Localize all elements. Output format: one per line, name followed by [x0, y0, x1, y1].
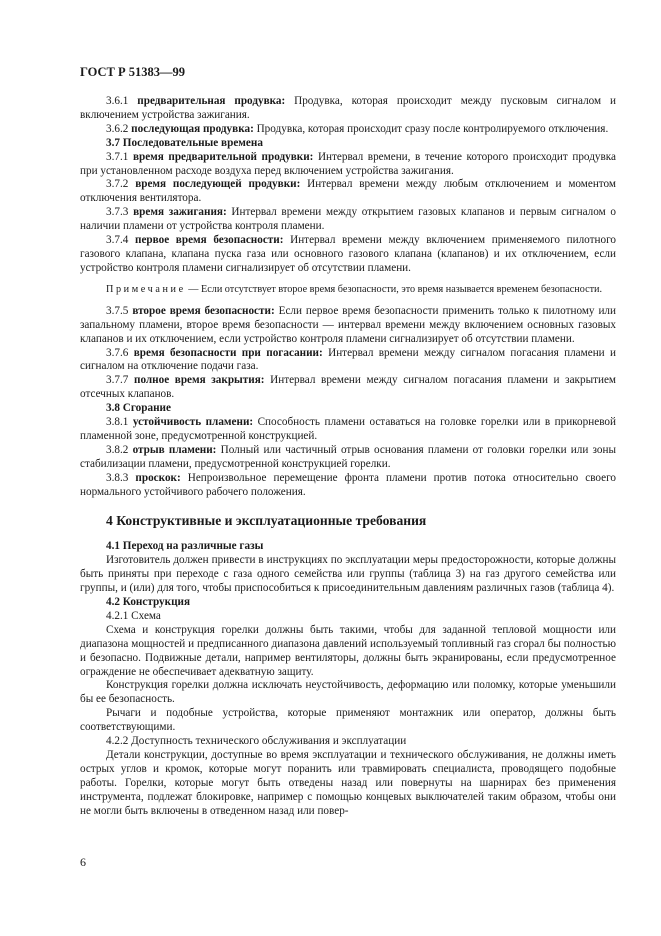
note [80, 283, 616, 296]
clause-3-7-7: 3.7.7 полное время закрытия: Интервал времени между сигналом погасания пламени и закрытием отсечных клапанов. [80, 374, 617, 401]
note-label: Примечание [106, 283, 186, 295]
subsection-heading: 4.1 Переход на различные газы [106, 540, 264, 553]
document-body [80, 95, 616, 819]
term: время последующей продувки: [135, 178, 301, 191]
clause-3-8-2: 3.8.2 отрыв пламени: Полный или частичный отрыв основания пламени от головки горелки или зоны стабилизации пламени, предусмотренной конструкцией горелки. [80, 443, 616, 470]
subsection-heading: 3.8 Сгорание [106, 402, 171, 415]
term: первое время безопасности: [135, 234, 284, 247]
subsection-heading: 3.7 Последовательные времена [106, 136, 263, 149]
page-number: 6 [80, 855, 86, 869]
term: второе время безопасности: [132, 304, 275, 317]
term: последующая продувка: [131, 122, 254, 135]
paragraph: Детали конструкции, доступные во время эксплуатации и технического обслуживания, не должны иметь острых углов и кромок, которые могут поранить или травмировать специалиста, проводящего подобные работы. Горелки, которые могут быть отведены назад или повернуты на шарнирах без применения инструмента, подлежат блокировке, например с помощью концевых выключателей таким образом, чтобы они не могли быть включены в отведенном назад или повер- [80, 748, 616, 817]
note-text: — Если отсутствует второе время безопасности, это время называется временем безопасности. [185, 283, 603, 295]
clause-3-8-3: 3.8.3 проскок: Непроизвольное перемещение фронта пламени против потока относительно своего нормального устойчивого рабочего положения. [80, 471, 616, 498]
document-code: ГОСТ Р 51383—99 [80, 65, 186, 79]
clause-heading: 4.2.2 Доступность технического обслуживания и эксплуатации [106, 735, 407, 748]
term: время предварительной продувки: [132, 150, 314, 163]
term: устойчивость пламени: [132, 416, 254, 429]
paragraph: Схема и конструкция горелки должны быть такими, чтобы для заданной тепловой мощности или диапазона мощностей и предписанного диапазона давлений используемый топливный газ сгорал бы полностью и безопасно. Подвижные детали, например вентиляторы, должны быть экранированы, если предусмотренное ограждение не обеспечивает адекватную защиту. [80, 623, 616, 678]
paragraph: Изготовитель должен привести в инструкциях по эксплуатации меры предосторожности, которые должны быть приняты при переходе с газа одного семейства или группы (таблица 3) на газ другого семейства или группы, и (или) для того, чтобы приспособиться к присоединительным давлениям различных газов (таблица 4). [80, 554, 616, 595]
term: время безопасности при погасании: [133, 346, 323, 359]
clause-heading: 4.2.1 Схема [106, 609, 161, 622]
term: предварительная продувка: [137, 95, 286, 107]
clause-3-6-1: 3.6.1 предварительная продувка: Продувка, которая происходит между пусковым сигналом и включением устройства зажигания. [80, 95, 616, 121]
term: отрыв пламени: [132, 443, 217, 456]
section-heading: 4 Конструктивные и эксплуатационные требования [106, 513, 427, 529]
clause-3-7-1: 3.7.1 время предварительной продувки: Интервал времени, в течение которого происходит продувка при установленном расходе воздуха перед включением устройства зажигания. [80, 150, 617, 177]
paragraph: Рычаги и подобные устройства, которые применяют монтажник или оператор, должны быть соответствующими. [80, 707, 616, 734]
clause-3-7-2: 3.7.2 время последующей продувки: Интервал времени между любым отключением и моментом отключения вентилятора. [80, 178, 617, 205]
clause-3-7-6: 3.7.6 время безопасности при погасании: Интервал времени между сигналом погасания пламени и сигналом на отключение подачи газа. [80, 346, 617, 373]
clause-3-7-3: 3.7.3 время зажигания: Интервал времени между открытием газовых клапанов и первым сигналом о наличии пламени от устройства контроля пламени. [80, 206, 617, 233]
paragraph: Конструкция горелки должна исключать неустойчивость, деформацию или поломку, которые уменьшили бы ее безопасность. [80, 679, 616, 706]
clause-3-7-5: 3.7.5 второе время безопасности: Если первое время безопасности применить только к пилотному или запальному пламени, второе время безопасности — интервал времени между включением основных газовых клапанов и их отключением, если устройство контроля пламени сигнализирует об отсутствии пламени. [80, 304, 617, 345]
clause-3-7-4: 3.7.4 первое время безопасности: Интервал времени между включением применяемого пилотного газового клапана, клапана пуска газа или основного газового клапана (клапанов) и их отключением, если устройство контроля пламени сигнализирует об отсутствии пламени. [80, 234, 617, 274]
term: полное время закрытия: [134, 374, 265, 387]
term: проскок: [135, 471, 181, 484]
clause-3-6-2: 3.6.2 последующая продувка: Продувка, которая происходит сразу после контролируемого отключения. [106, 122, 609, 135]
clause-3-8-1: 3.8.1 устойчивость пламени: Способность пламени оставаться на головке горелки или в прикорневой пламенной зоне, предусмотренной конструкцией. [80, 416, 616, 442]
subsection-heading: 4.2 Конструкция [106, 596, 191, 608]
term: время зажигания: [133, 206, 227, 219]
